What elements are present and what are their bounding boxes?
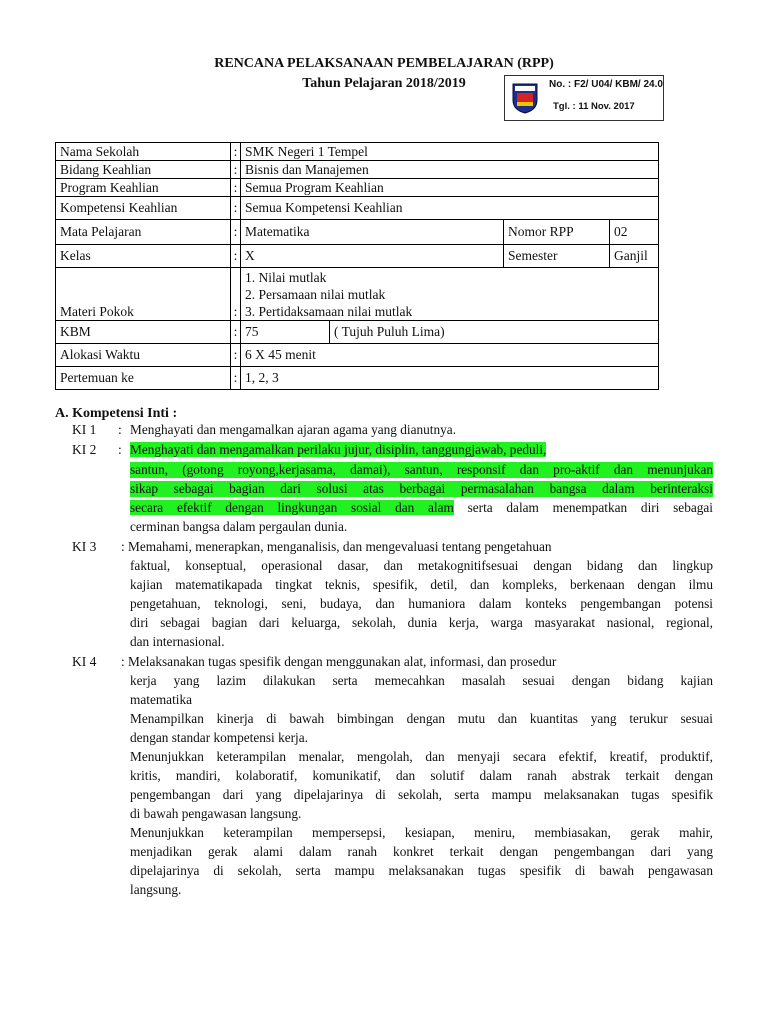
ki2-line-rest: serta dalam menempatkan diri sebagai [453, 500, 713, 515]
value-mata-pelajaran: Matematika [241, 220, 504, 245]
ki4-label: KI 4 [72, 654, 97, 669]
ki2-line [130, 442, 713, 458]
ki2-line: sikap sebagai bagian dari solusi atas berbagai permasalahan bangsa dalam berinteraksi [130, 481, 713, 496]
ki4-line: dengan standar kompetensi kerja. [130, 730, 308, 745]
value-kelas: X [241, 245, 504, 268]
table-row [56, 344, 659, 367]
document-title: RENCANA PELAKSANAAN PEMBELAJARAN (RPP) [214, 56, 554, 71]
table-row [56, 143, 659, 161]
label-pertemuan: Pertemuan ke [56, 367, 231, 390]
colon: : [231, 197, 241, 220]
table-row [56, 161, 659, 179]
label-kompetensi-keahlian: Kompetensi Keahlian [56, 197, 231, 220]
colon: : [118, 442, 122, 457]
colon: : [231, 220, 241, 245]
colon: : [231, 179, 241, 197]
table-row [56, 220, 659, 245]
ki3-line: kajian matematikapada tingkat teknis, spesifik, detil, dan kompleks, berkenaan dengan ilmu [130, 577, 713, 592]
label-semester: Semester [504, 245, 610, 268]
label-nama-sekolah: Nama Sekolah [56, 143, 231, 161]
ki4-line: Menunjukkan keterampilan mempersepsi, kesiapan, meniru, membiasakan, gerak mahir, [130, 825, 713, 840]
colon: : [231, 344, 241, 367]
ki2-label: KI 2 [72, 442, 97, 457]
ki2-line: santun, (gotong royong,kerjasama, damai), santun, responsif dan pro-aktif dan menunjukan [130, 462, 713, 477]
colon: : [231, 161, 241, 179]
label-kelas: Kelas [56, 245, 231, 268]
highlighted-text: secara efektif dengan lingkungan sosial dan alam [130, 500, 454, 515]
ki1-label: KI 1 [72, 422, 97, 437]
table-row [56, 245, 659, 268]
value-kbm: 75 [241, 321, 330, 344]
ki3-line: dan internasional. [130, 634, 225, 649]
value-semester: Ganjil [610, 245, 659, 268]
label-alokasi-waktu: Alokasi Waktu [56, 344, 231, 367]
list-item: 1. Nilai mutlak [245, 269, 327, 285]
ki4-line: langsung. [130, 882, 182, 897]
value-alokasi-waktu: 6 X 45 menit [241, 344, 659, 367]
label-program-keahlian: Program Keahlian [56, 179, 231, 197]
table-row [56, 197, 659, 220]
table-row [56, 179, 659, 197]
value-kbm-words: ( Tujuh Puluh Lima) [330, 321, 659, 344]
ki3-intro: : Memahami, menerapkan, menganalisis, dan mengevaluasi tentang pengetahuan [121, 539, 552, 554]
label-nomor-rpp: Nomor RPP [504, 220, 610, 245]
document-number: No. : F2/ U04/ KBM/ 24.0 [549, 79, 663, 90]
colon: : [231, 268, 241, 321]
ki4-line: matematika [130, 692, 193, 707]
document-stamp [504, 75, 664, 121]
label-mata-pelajaran: Mata Pelajaran [56, 220, 231, 245]
school-emblem-icon [511, 82, 539, 114]
identity-table [55, 142, 659, 390]
label-materi-pokok: Materi Pokok [56, 268, 231, 321]
list-item: 3. Pertidaksamaan nilai mutlak [245, 303, 413, 319]
ki3-line: diri sebagai bagian dari keluarga, sekolah, dunia kerja, warga masyarakat nasional, regional, [130, 615, 713, 630]
value-kompetensi-keahlian: Semua Kompetensi Keahlian [241, 197, 659, 220]
ki4-line: Menunjukkan keterampilan menalar, mengolah, dan menyaji secara efektif, kreatif, produktif, [130, 749, 713, 764]
ki4-line: kritis, mandiri, kolaboratif, komunikatif, dan solutif dalam ranah abstrak terkait dengan [130, 768, 713, 783]
ki4-line: Menampilkan kinerja di bawah bimbingan dengan mutu dan kuantitas yang terukur sesuai [130, 711, 713, 726]
label-bidang-keahlian: Bidang Keahlian [56, 161, 231, 179]
colon: : [231, 245, 241, 268]
ki4-line: menjadikan gerak alami dalam ranah konkret terkait dengan pengembangan dari yang [130, 844, 713, 859]
label-kbm: KBM [56, 321, 231, 344]
table-row [56, 367, 659, 390]
academic-year: Tahun Pelajaran 2018/2019 [302, 76, 466, 91]
materi-pokok-list [241, 268, 659, 321]
ki4-line: di bawah pengawasan langsung. [130, 806, 302, 821]
list-item: 2. Persamaan nilai mutlak [245, 286, 386, 302]
ki4-line: kerja yang lazim dilakukan serta memecahkan masalah sesuai dengan bidang kajian [130, 673, 713, 688]
ki2-line [130, 500, 713, 516]
value-nama-sekolah: SMK Negeri 1 Tempel [241, 143, 659, 161]
ki1-text: Menghayati dan mengamalkan ajaran agama yang dianutnya. [130, 422, 457, 437]
ki3-line: faktual, konseptual, operasional dasar, dan metakognitifsesuai dengan bidang dan lingkup [130, 558, 713, 573]
section-heading-kompetensi-inti: A. Kompetensi Inti : [55, 406, 178, 421]
ki4-line: dipelajarinya di sekolah, serta mampu melaksanakan tugas spesifik di bawah pengawasan [130, 863, 713, 878]
colon: : [231, 321, 241, 344]
highlighted-text: Menghayati dan mengamalkan perilaku jujur, disiplin, tanggungjawab, peduli, [130, 442, 547, 457]
ki3-label: KI 3 [72, 539, 97, 554]
value-nomor-rpp: 02 [610, 220, 659, 245]
ki3-line: pengetahuan, teknologi, seni, budaya, dan humaniora dalam konteks pengembangan potensi [130, 596, 713, 611]
table-row [56, 268, 659, 321]
ki4-line: pengembangan dari yang dipelajarinya di sekolah, serta mampu melaksanakan tugas spesifik [130, 787, 713, 802]
value-pertemuan: 1, 2, 3 [241, 367, 659, 390]
colon: : [231, 143, 241, 161]
ki2-line: cerminan bangsa dalam pergaulan dunia. [130, 519, 348, 534]
document-date: Tgl. : 11 Nov. 2017 [553, 101, 635, 112]
table-row [56, 321, 659, 344]
colon: : [118, 422, 122, 437]
value-program-keahlian: Semua Program Keahlian [241, 179, 659, 197]
colon: : [231, 367, 241, 390]
value-bidang-keahlian: Bisnis dan Manajemen [241, 161, 659, 179]
ki4-intro: : Melaksanakan tugas spesifik dengan menggunakan alat, informasi, dan prosedur [121, 654, 557, 669]
